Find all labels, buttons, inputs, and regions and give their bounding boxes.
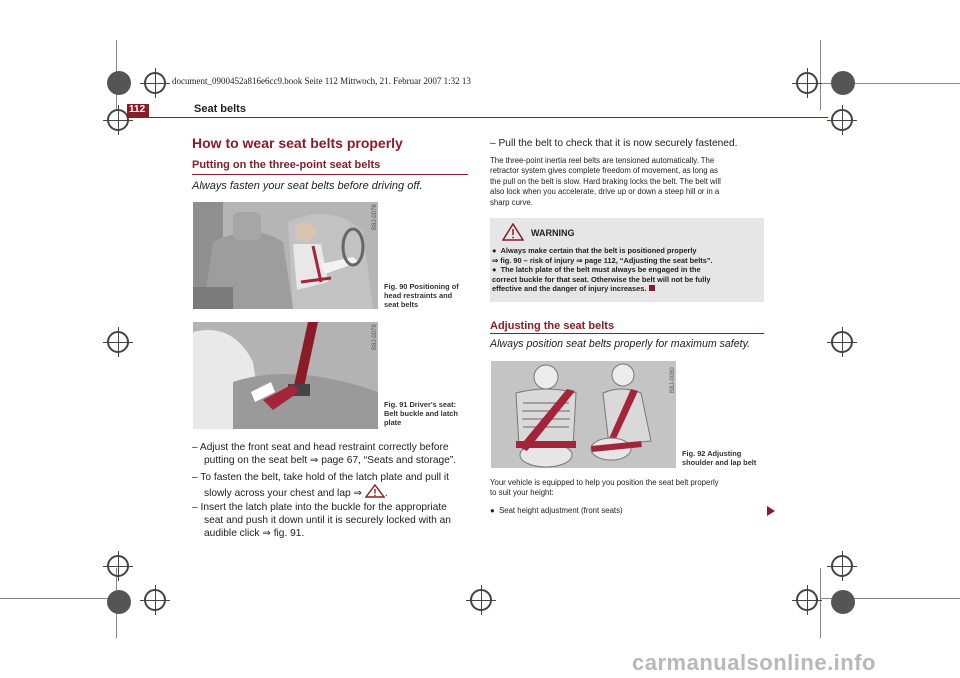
- registration-mark-icon: [144, 72, 166, 94]
- registration-mark-icon: [107, 331, 129, 353]
- section-heading: Putting on the three-point seat belts: [192, 159, 381, 171]
- registration-mark-icon: [144, 589, 166, 611]
- warning-text: ● Always make certain that the belt is positioned properly ⇒ fig. 90 – risk of injury ⇒ page 112, “Adjusting the seat belts”. ● The latch plate of the belt must always be engaged in the correct buckle for that seat. Otherwise the belt will not be fully effective and the danger of injury increases.: [492, 246, 713, 294]
- crop-mark: [0, 598, 120, 599]
- crop-mark: [820, 40, 821, 110]
- file-info: document_0900452a816e6cc9.book Seite 112 Mittwoch, 21. Februar 2007 1:32 13: [172, 76, 471, 86]
- registration-mark-icon: [831, 331, 853, 353]
- warning-title: WARNING: [531, 228, 575, 238]
- paragraph: The three-point inertia reel belts are tensioned automatically. The retractor system gives complete freedom of movement, as long as the pull on the belt is slow. Hard braking locks the belt. The belt will also lock when you accelerate, drive up or down a steep hill or in a sharp curve.: [490, 156, 721, 207]
- header-rule: [127, 117, 828, 118]
- bullet-icon: ●: [492, 246, 497, 255]
- bullet-item: ● Seat height adjustment (front seats): [490, 506, 623, 515]
- registration-mark-icon: [470, 589, 492, 611]
- warning-triangle-icon: [502, 223, 524, 241]
- print-dot-icon: [831, 71, 855, 95]
- next-page-arrow-icon: [766, 505, 776, 517]
- page-title: How to wear seat belts properly: [192, 135, 403, 151]
- page-number: 112: [129, 104, 146, 115]
- registration-mark-icon: [107, 555, 129, 577]
- step-3: – Insert the latch plate into the buckle for the appropriate seat and push it down until it is securely locked with an audible click ⇒ fig. 91.: [192, 502, 451, 539]
- belt-buckle-illustration: [193, 322, 378, 429]
- figure-92-image: [491, 361, 676, 468]
- registration-mark-icon: [796, 72, 818, 94]
- figure-91-image: [193, 322, 378, 429]
- registration-mark-icon: [831, 109, 853, 131]
- print-dot-icon: [107, 590, 131, 614]
- figure-caption: Fig. 92 Adjusting shoulder and lap belt: [682, 449, 757, 467]
- bullet-icon: ●: [492, 265, 497, 275]
- figure-90-image: [193, 202, 378, 309]
- figure-code: B8J-0078: [372, 204, 378, 230]
- warning-box: [490, 218, 764, 302]
- figure-caption: Fig. 91 Driver's seat: Belt buckle and latch plate: [384, 400, 458, 427]
- section-rule: [192, 174, 468, 175]
- section-intro: Always fasten your seat belts before driving off.: [192, 180, 423, 192]
- step-4: – Pull the belt to check that it is now securely fastened.: [490, 138, 738, 149]
- skeleton-belt-illustration: [491, 361, 676, 468]
- step-2: – To fasten the belt, take hold of the latch plate and pull it slowly across your chest and lap ⇒ .: [192, 472, 449, 499]
- figure-code: B8J-0080: [670, 367, 676, 393]
- bullet-icon: ●: [490, 506, 495, 515]
- figure-caption: Fig. 90 Positioning of head restraints and seat belts: [384, 282, 459, 309]
- registration-mark-icon: [107, 109, 129, 131]
- crop-mark: [820, 568, 821, 638]
- registration-mark-icon: [796, 589, 818, 611]
- warning-triangle-icon: [365, 484, 385, 498]
- registration-mark-icon: [831, 555, 853, 577]
- running-header: Seat belts: [194, 103, 246, 115]
- print-dot-icon: [107, 71, 131, 95]
- figure-code: B8J-0079: [372, 324, 378, 350]
- watermark: carmanualsonline.info: [632, 650, 876, 675]
- end-mark-icon: [649, 285, 655, 291]
- car-interior-illustration: [193, 202, 378, 309]
- paragraph: Your vehicle is equipped to help you position the seat belt properly to suit your height:: [490, 478, 719, 498]
- section-heading: Adjusting the seat belts: [490, 320, 615, 332]
- section-rule: [490, 333, 764, 334]
- print-dot-icon: [831, 590, 855, 614]
- section-intro: Always position seat belts properly for maximum safety.: [490, 338, 751, 350]
- step-1: – Adjust the front seat and head restraint correctly before putting on the seat belt ⇒ page 67, “Seats and storage”.: [192, 442, 457, 466]
